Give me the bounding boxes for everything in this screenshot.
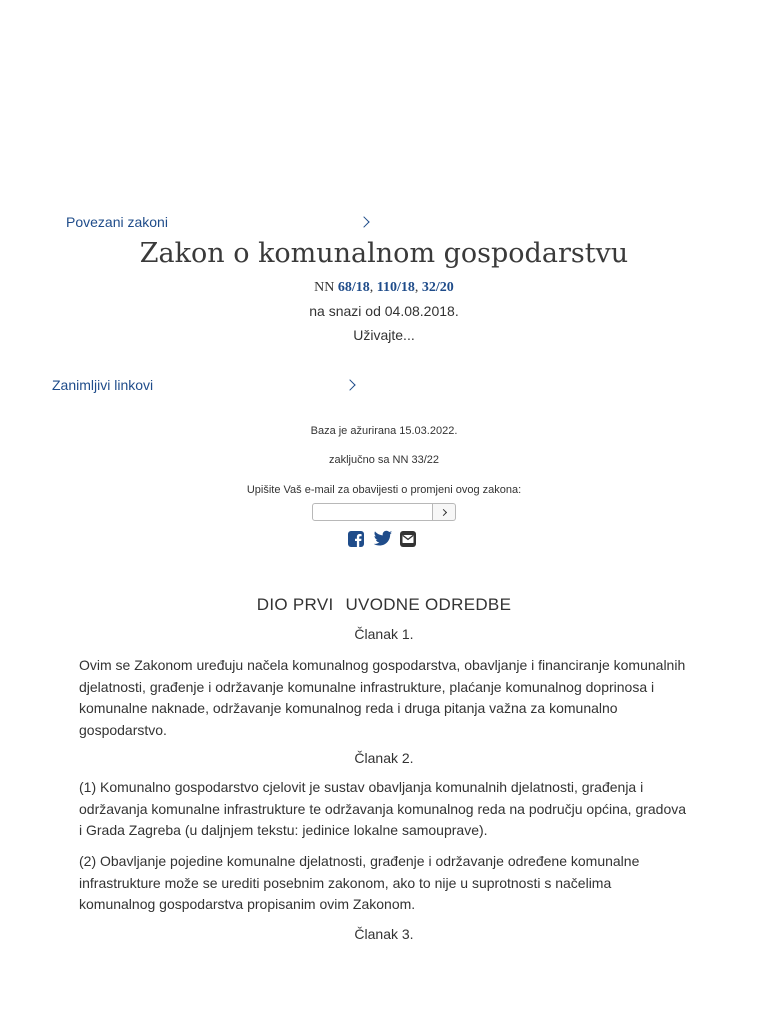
concluded-with: zaključno sa NN 33/22 <box>328 454 440 466</box>
section-heading <box>0 595 768 615</box>
database-updated: Baza je ažurirana 15.03.2022. <box>310 425 458 437</box>
interesting-links-label: Zanimljivi linkovi <box>52 377 154 393</box>
section-name: UVODNE ODREDBE <box>345 595 512 614</box>
article-paragraph: Ovim se Zakonom uređuju načela komunalnog gospodarstva, obavljanje i financiranje komunalnih djelatnosti, građenje i održavanje komunalne infrastrukture, plaćanje komunalnog doprinosa i komunalne naknade, održavanje komunalnog reda i druga pitanja važna za komunalno gospodarstvo. <box>79 657 686 738</box>
notify-label: Upišite Vaš e-mail za obavijesti o promjeni ovog zakona: <box>246 484 522 496</box>
article-heading: Članak 3. <box>354 926 414 942</box>
chevron-right-icon <box>358 216 369 227</box>
section-part: DIO PRVI <box>256 595 334 614</box>
email-subscribe-form <box>312 503 456 521</box>
chevron-right-icon <box>344 379 355 390</box>
article-paragraph: (2) Obavljanje pojedine komunalne djelatnosti, građenje i održavanje određene komunalne infrastrukture može se urediti posebnim zakonom, ako to nije u suprotnosti s načelima komunalnog gospodarstva propisanim ovim Zakonom. <box>79 853 640 912</box>
article-paragraph: (1) Komunalno gospodarstvo cjelovit je sustav obavljanja komunalnih djelatnosti, građenja i održavanja komunalne infrastrukture te održavanja komunalnog reda na području općina, gradova i Grada Zagreba (u daljnjem tekstu: jedinice lokalne samouprave). <box>79 779 687 838</box>
twitter-icon[interactable] <box>373 530 391 548</box>
article-heading: Članak 2. <box>354 750 414 766</box>
email-icon[interactable] <box>399 530 417 548</box>
related-laws-label: Povezani zakoni <box>66 214 168 230</box>
facebook-icon[interactable] <box>347 530 365 548</box>
gazette-line: NN 68/18, 110/18, 32/20 <box>314 280 454 295</box>
share-icons <box>347 530 417 548</box>
related-laws-link[interactable] <box>66 212 372 232</box>
in-force-date: na snazi od 04.08.2018. <box>309 303 459 319</box>
article-heading: Članak 1. <box>354 626 414 642</box>
gazette-issue-link[interactable]: 32/20 <box>421 280 454 295</box>
gazette-prefix: NN <box>314 280 335 295</box>
chevron-right-icon <box>439 508 446 515</box>
page-title: Zakon o komunalnom gospodarstvu <box>139 238 629 269</box>
enjoy-text: Uživajte... <box>353 327 415 343</box>
email-input[interactable] <box>312 503 433 521</box>
gazette-issue-link[interactable]: 110/18 <box>376 280 415 295</box>
gazette-issue-link[interactable]: 68/18 <box>337 280 370 295</box>
email-submit-button[interactable] <box>433 503 456 521</box>
interesting-links-link[interactable] <box>52 375 358 395</box>
